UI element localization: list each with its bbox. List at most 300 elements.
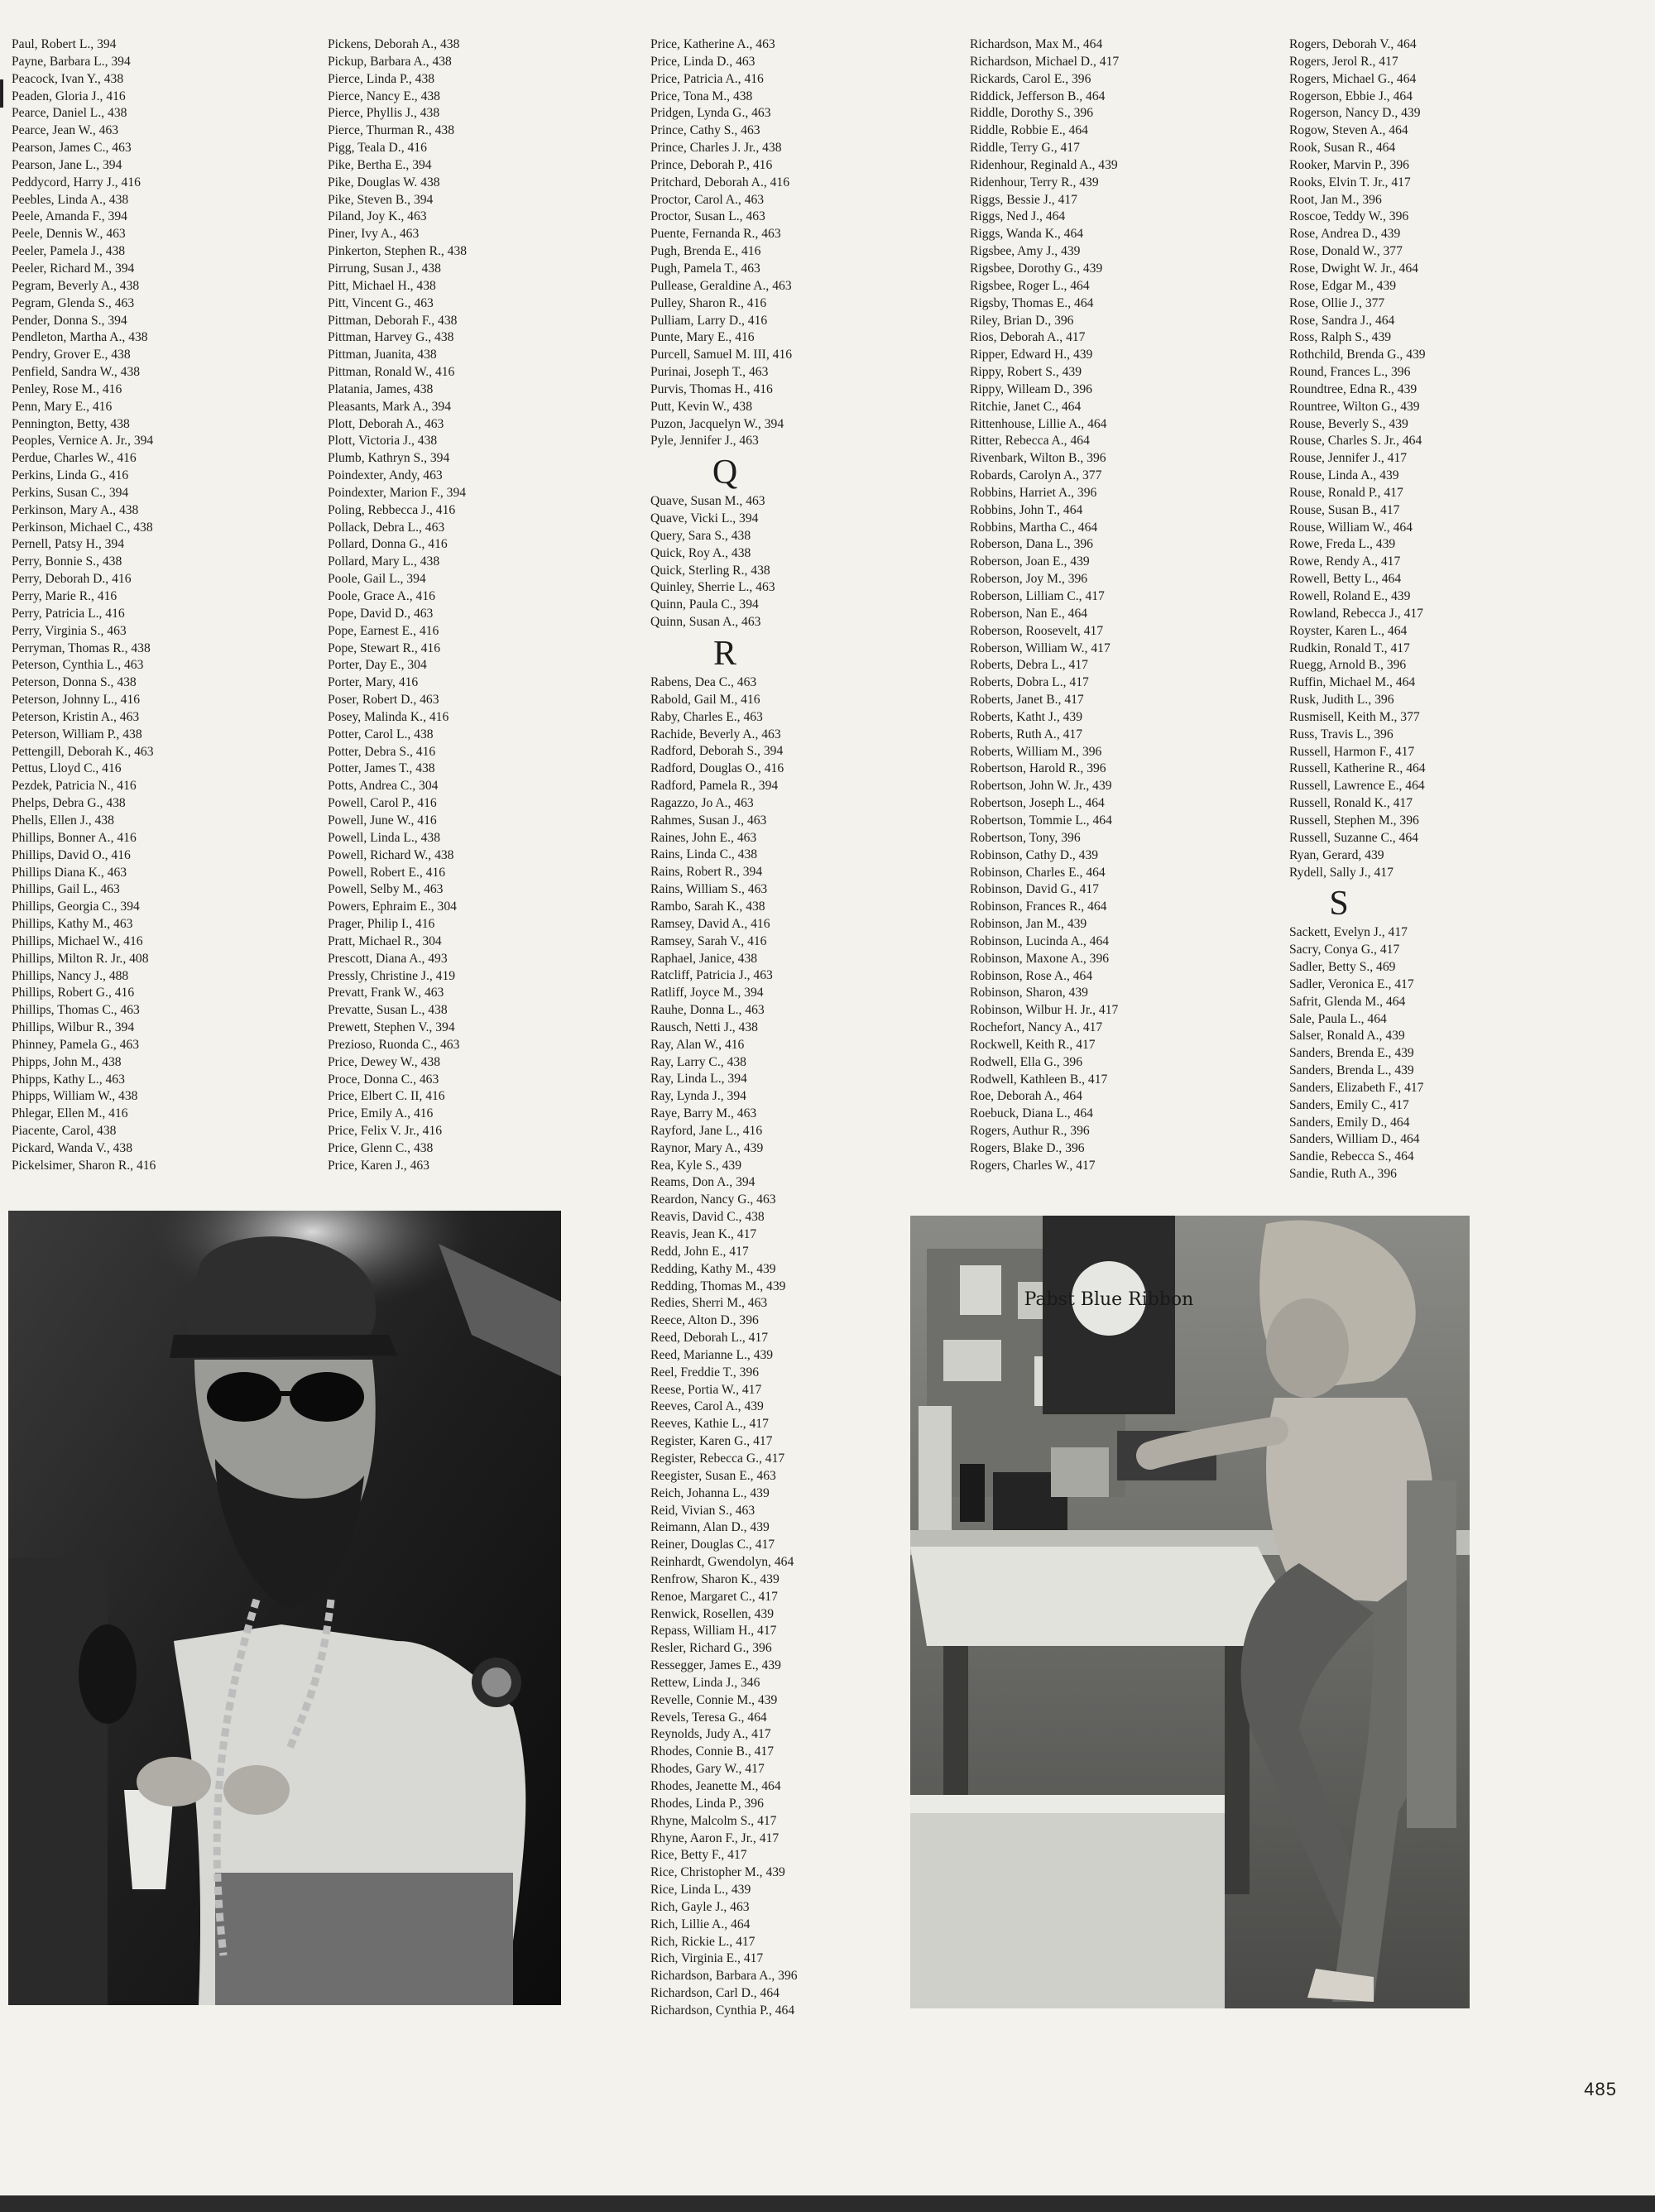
index-entry: Prager, Philip I., 416 [328, 917, 435, 932]
index-entry: Rodwell, Kathleen B., 417 [970, 1072, 1108, 1087]
index-entry: Riley, Brian D., 396 [970, 313, 1074, 328]
index-entry: Sanders, Emily C., 417 [1289, 1097, 1409, 1112]
index-entry: Phinney, Pamela G., 463 [12, 1037, 140, 1052]
index-entry: Rowe, Freda L., 439 [1289, 537, 1396, 552]
index-entry: Phillips Diana K., 463 [12, 865, 127, 880]
index-entry: Peebles, Linda A., 438 [12, 192, 129, 207]
index-entry: Renoe, Margaret C., 417 [650, 1589, 778, 1604]
index-entry: Pender, Donna S., 394 [12, 313, 127, 328]
index-entry: Rice, Betty F., 417 [650, 1848, 747, 1863]
index-column-1 [12, 36, 309, 1175]
index-entry: Quinn, Paula C., 394 [650, 597, 759, 612]
index-entry: Rich, Rickie L., 417 [650, 1934, 756, 1949]
index-entry: Rhodes, Linda P., 396 [650, 1796, 764, 1811]
index-entry: Robinson, Rose A., 464 [970, 968, 1093, 983]
index-entry: Pope, David D., 463 [328, 606, 434, 621]
index-entry: Prince, Cathy S., 463 [650, 123, 760, 138]
index-entry: Peacock, Ivan Y., 438 [12, 71, 124, 86]
index-entry: Reeves, Kathie L., 417 [650, 1417, 769, 1432]
index-entry: Rose, Andrea D., 439 [1289, 227, 1401, 242]
index-entry: Phillips, David O., 416 [12, 847, 131, 862]
index-entry: Pickard, Wanda V., 438 [12, 1141, 133, 1155]
index-entry: Powell, Carol P., 416 [328, 796, 437, 811]
index-entry: Robertson, Tommie L., 464 [970, 813, 1112, 828]
index-entry: Rhyne, Aaron F., Jr., 417 [650, 1831, 780, 1845]
index-entry: Ridenhour, Terry R., 439 [970, 175, 1099, 190]
index-entry: Rose, Dwight W. Jr., 464 [1289, 261, 1418, 276]
index-entry: Pritchard, Deborah A., 416 [650, 175, 790, 190]
index-entry: Reinhardt, Gwendolyn, 464 [650, 1555, 794, 1570]
index-entry: Rains, William S., 463 [650, 882, 768, 897]
index-entry: Phillips, Michael W., 416 [12, 933, 143, 948]
index-entry: Rittenhouse, Lillie A., 464 [970, 416, 1107, 431]
index-entry: Potter, Carol L., 438 [328, 727, 434, 741]
index-entry: Reece, Alton D., 396 [650, 1313, 759, 1328]
index-entry: Rogers, Authur R., 396 [970, 1124, 1090, 1139]
index-entry: Quick, Roy A., 438 [650, 545, 751, 560]
index-entry: Posey, Malinda K., 416 [328, 709, 449, 724]
index-entry: Riddick, Jefferson B., 464 [970, 89, 1106, 103]
index-entry: Register, Rebecca G., 417 [650, 1451, 785, 1466]
index-entry: Russell, Ronald K., 417 [1289, 796, 1413, 811]
index-entry: Roberson, Joan E., 439 [970, 554, 1090, 569]
index-entry: Plumb, Kathryn S., 394 [328, 451, 450, 466]
index-entry: Prevatt, Frank W., 463 [328, 986, 444, 1000]
index-entry: Peterson, William P., 438 [12, 727, 142, 741]
index-entry: Sanders, Elizabeth F., 417 [1289, 1080, 1424, 1095]
index-entry: Pegram, Beverly A., 438 [12, 278, 140, 293]
index-entry: Robinson, David G., 417 [970, 882, 1099, 897]
index-entry: Price, Karen J., 463 [328, 1158, 429, 1173]
index-entry: Reid, Vivian S., 463 [650, 1503, 756, 1518]
index-entry: Rhodes, Connie B., 417 [650, 1744, 775, 1759]
index-entry: Phillips, Nancy J., 488 [12, 968, 129, 983]
index-entry: Rhodes, Gary W., 417 [650, 1762, 765, 1777]
index-entry: Phells, Ellen J., 438 [12, 813, 114, 828]
index-entry: Pike, Douglas W. 438 [328, 175, 440, 190]
index-entry: Perry, Deborah D., 416 [12, 572, 132, 587]
index-entry: Plott, Deborah A., 463 [328, 416, 444, 431]
index-entry: Pierce, Nancy E., 438 [328, 89, 440, 103]
index-entry: Price, Linda D., 463 [650, 54, 756, 69]
index-entry: Pirrung, Susan J., 438 [328, 261, 441, 276]
index-entry: Redd, John E., 417 [650, 1244, 749, 1259]
index-entry: Rowell, Betty L., 464 [1289, 572, 1402, 587]
index-entry: Riggs, Wanda K., 464 [970, 227, 1084, 242]
index-entry: Riddle, Robbie E., 464 [970, 123, 1088, 138]
index-entry: Ritchie, Janet C., 464 [970, 399, 1082, 414]
index-entry: Rippy, Willeam D., 396 [970, 381, 1092, 396]
index-entry: Sandie, Rebecca S., 464 [1289, 1149, 1414, 1164]
index-entry: Robbins, Martha C., 464 [970, 520, 1098, 535]
index-entry: Phillips, Bonner A., 416 [12, 830, 137, 845]
index-entry: Reeves, Carol A., 439 [650, 1399, 764, 1414]
index-entry: Rhyne, Malcolm S., 417 [650, 1813, 777, 1828]
index-entry: Rickards, Carol E., 396 [970, 71, 1091, 86]
index-entry: Rogers, Blake D., 396 [970, 1141, 1085, 1155]
index-entry: Robbins, Harriet A., 396 [970, 485, 1097, 500]
index-entry: Renfrow, Sharon K., 439 [650, 1571, 780, 1586]
index-entry: Pratt, Michael R., 304 [328, 933, 442, 948]
index-entry: Rhodes, Jeanette M., 464 [650, 1779, 781, 1793]
index-entry: Poindexter, Marion F., 394 [328, 485, 467, 500]
index-entry: Pendry, Grover E., 438 [12, 348, 131, 362]
index-entry: Proctor, Carol A., 463 [650, 192, 765, 207]
index-entry: Pearson, James C., 463 [12, 141, 132, 156]
index-entry: Price, Dewey W., 438 [328, 1054, 440, 1069]
index-entry: Peterson, Donna S., 438 [12, 675, 137, 690]
section-letter-s: S [1329, 885, 1349, 924]
index-entry: Peterson, Kristin A., 463 [12, 709, 140, 724]
index-entry: Punte, Mary E., 416 [650, 330, 755, 345]
index-entry: Price, Glenn C., 438 [328, 1141, 434, 1155]
index-entry: Pearson, Jane L., 394 [12, 157, 122, 172]
index-entry: Price, Felix V. Jr., 416 [328, 1124, 443, 1139]
index-entry: Redding, Kathy M., 439 [650, 1261, 776, 1276]
index-entry: Rippy, Robert S., 439 [970, 365, 1082, 380]
index-entry: Paul, Robert L., 394 [12, 37, 117, 51]
index-entry: Ruffin, Michael M., 464 [1289, 675, 1416, 690]
index-entry: Rahmes, Susan J., 463 [650, 813, 767, 828]
index-entry: Royster, Karen L., 464 [1289, 623, 1408, 638]
index-entry: Revels, Teresa G., 464 [650, 1710, 767, 1725]
index-entry: Pearce, Daniel L., 438 [12, 106, 127, 121]
index-entry: Rouse, Beverly S., 439 [1289, 416, 1408, 431]
index-entry: Perkins, Linda G., 416 [12, 468, 129, 483]
index-entry: Price, Katherine A., 463 [650, 37, 775, 51]
index-entry: Price, Elbert C. II, 416 [328, 1089, 445, 1104]
index-entry: Russell, Stephen M., 396 [1289, 813, 1419, 828]
index-entry: Quave, Susan M., 463 [650, 494, 765, 509]
index-entry: Proctor, Susan L., 463 [650, 209, 765, 224]
index-entry: Robertson, Harold R., 396 [970, 761, 1106, 776]
index-entry: Phelps, Debra G., 438 [12, 796, 126, 811]
index-entry: Reavis, Jean K., 417 [650, 1227, 757, 1241]
index-entry: Sanders, William D., 464 [1289, 1132, 1420, 1147]
index-entry: Sackett, Evelyn J., 417 [1289, 925, 1408, 940]
index-entry: Rydell, Sally J., 417 [1289, 865, 1394, 880]
index-entry: Robertson, Joseph L., 464 [970, 796, 1105, 811]
index-entry: Pittman, Juanita, 438 [328, 348, 437, 362]
index-entry: Pittman, Ronald W., 416 [328, 365, 455, 380]
index-entry: Poole, Grace A., 416 [328, 589, 435, 603]
index-entry: Poindexter, Andy, 463 [328, 468, 443, 483]
index-entry: Pinkerton, Stephen R., 438 [328, 244, 468, 259]
index-entry: Reed, Marianne L., 439 [650, 1347, 774, 1362]
index-entry: Peterson, Cynthia L., 463 [12, 658, 144, 673]
index-entry: Pugh, Brenda E., 416 [650, 244, 761, 259]
section-letter-q: Q [712, 453, 738, 492]
index-entry: Potter, James T., 438 [328, 761, 435, 776]
index-entry: Radford, Deborah S., 394 [650, 744, 784, 759]
index-column-2 [328, 36, 626, 1175]
index-entry: Sadler, Veronica E., 417 [1289, 976, 1414, 991]
index-entry: Prince, Deborah P., 416 [650, 157, 773, 172]
index-entry: Rigsbee, Dorothy G., 439 [970, 261, 1103, 276]
index-entry: Robinson, Lucinda A., 464 [970, 933, 1110, 948]
index-entry: Rogerson, Nancy D., 439 [1289, 106, 1421, 121]
index-entry: Rouse, William W., 464 [1289, 520, 1413, 535]
desk-man-photo [910, 1216, 1470, 2008]
index-entry: Roberson, Roosevelt, 417 [970, 623, 1104, 638]
index-entry: Pulley, Sharon R., 416 [650, 295, 767, 310]
index-entry: Poole, Gail L., 394 [328, 572, 426, 587]
index-entry: Ratliff, Joyce M., 394 [650, 986, 764, 1000]
index-entry: Peele, Amanda F., 394 [12, 209, 127, 224]
index-entry: Radford, Pamela R., 394 [650, 779, 779, 794]
index-column-5 [1289, 36, 1587, 1183]
index-entry: Robinson, Frances R., 464 [970, 900, 1107, 914]
index-entry: Rambo, Sarah K., 438 [650, 899, 765, 914]
index-entry: Quave, Vicki L., 394 [650, 511, 759, 526]
index-entry: Raphael, Janice, 438 [650, 951, 758, 966]
index-entry: Roberts, Janet B., 417 [970, 693, 1084, 708]
index-entry: Roberson, William W., 417 [970, 641, 1111, 655]
index-entry: Redding, Thomas M., 439 [650, 1279, 786, 1293]
index-entry: Ray, Lynda J., 394 [650, 1089, 746, 1104]
index-entry: Price, Patricia A., 416 [650, 71, 764, 86]
index-entry: Pike, Steven B., 394 [328, 192, 434, 207]
index-entry: Sandie, Ruth A., 396 [1289, 1167, 1397, 1182]
index-entry: Reardon, Nancy G., 463 [650, 1192, 776, 1207]
index-entry: Roberts, Ruth A., 417 [970, 727, 1083, 741]
index-entry: Perkinson, Mary A., 438 [12, 502, 139, 517]
index-entry: Reich, Johanna L., 439 [650, 1485, 770, 1500]
index-entry: Rettew, Linda J., 346 [650, 1675, 760, 1690]
index-entry: Pearce, Jean W., 463 [12, 123, 119, 138]
index-entry: Pugh, Pamela T., 463 [650, 261, 760, 276]
index-entry: Russell, Harmon F., 417 [1289, 744, 1415, 759]
index-entry: Rusmisell, Keith M., 377 [1289, 709, 1420, 724]
index-entry: Rigsbee, Roger L., 464 [970, 278, 1090, 293]
index-entry: Pettus, Lloyd C., 416 [12, 761, 122, 776]
index-entry: Pickup, Barbara A., 438 [328, 54, 452, 69]
index-entry: Rose, Ollie J., 377 [1289, 295, 1385, 310]
index-entry: Rayford, Jane L., 416 [650, 1123, 763, 1138]
index-entry: Potter, Debra S., 416 [328, 744, 436, 759]
index-entry: Rountree, Wilton G., 439 [1289, 399, 1420, 414]
index-entry: Rowell, Roland E., 439 [1289, 589, 1411, 603]
index-entry: Raines, John E., 463 [650, 830, 757, 845]
index-entry: Rivenbark, Wilton B., 396 [970, 451, 1106, 466]
index-entry: Peterson, Johnny L., 416 [12, 693, 141, 708]
index-entry: Ramsey, David A., 416 [650, 916, 770, 931]
index-entry: Perry, Virginia S., 463 [12, 623, 127, 638]
index-column-4 [970, 36, 1268, 1175]
poster-label: Pabst Blue Ribbon [1024, 1289, 1194, 1310]
index-entry: Rochefort, Nancy A., 417 [970, 1020, 1103, 1035]
index-entry: Phipps, John M., 438 [12, 1054, 122, 1069]
index-entry: Rothchild, Brenda G., 439 [1289, 348, 1426, 362]
index-entry: Ryan, Gerard, 439 [1289, 847, 1384, 862]
index-entry: Rigsbee, Amy J., 439 [970, 244, 1081, 259]
index-entry: Rose, Sandra J., 464 [1289, 313, 1395, 328]
index-entry: Roundtree, Edna R., 439 [1289, 381, 1418, 396]
index-entry: Sadler, Betty S., 469 [1289, 960, 1396, 975]
index-entry: Ray, Linda L., 394 [650, 1072, 747, 1087]
index-entry: Riggs, Bessie J., 417 [970, 192, 1077, 207]
index-entry: Rooker, Marvin P., 396 [1289, 157, 1409, 172]
index-entry: Powell, Linda L., 438 [328, 830, 440, 845]
index-entry: Root, Jan M., 396 [1289, 192, 1382, 207]
index-entry: Rich, Gayle J., 463 [650, 1899, 750, 1914]
index-entry: Porter, Mary, 416 [328, 675, 419, 690]
index-entry: Rich, Lillie A., 464 [650, 1917, 751, 1931]
index-entry: Ramsey, Sarah V., 416 [650, 933, 767, 948]
index-entry: Rockwell, Keith R., 417 [970, 1037, 1096, 1052]
index-entry: Rogers, Jerol R., 417 [1289, 54, 1398, 69]
index-entry: Pope, Stewart R., 416 [328, 641, 441, 655]
index-entry: Rogers, Michael G., 464 [1289, 71, 1417, 86]
binding-mark [0, 79, 3, 108]
index-entry: Pitt, Michael H., 438 [328, 278, 436, 293]
index-entry: Pitt, Vincent G., 463 [328, 295, 434, 310]
index-entry: Peeler, Richard M., 394 [12, 261, 135, 276]
index-entry: Ridenhour, Reginald A., 439 [970, 157, 1118, 172]
index-entry: Rauhe, Donna L., 463 [650, 1003, 765, 1018]
index-entry: Pollard, Mary L., 438 [328, 554, 440, 569]
index-entry: Roebuck, Diana L., 464 [970, 1106, 1093, 1121]
index-entry: Poling, Rebbecca J., 416 [328, 502, 456, 517]
index-entry: Robinson, Jan M., 439 [970, 917, 1087, 932]
index-entry: Porter, Day E., 304 [328, 658, 427, 673]
index-entry: Pigg, Teala D., 416 [328, 141, 427, 156]
index-entry: Robards, Carolyn A., 377 [970, 468, 1102, 483]
index-entry: Riddle, Dorothy S., 396 [970, 106, 1094, 121]
index-entry: Piland, Joy K., 463 [328, 209, 427, 224]
index-entry: Pike, Bertha E., 394 [328, 157, 432, 172]
index-entry: Pennington, Betty, 438 [12, 416, 130, 431]
index-entry: Pendleton, Martha A., 438 [12, 330, 148, 345]
index-entry: Rouse, Charles S. Jr., 464 [1289, 434, 1422, 449]
index-entry: Pope, Earnest E., 416 [328, 623, 439, 638]
index-entry: Ripper, Edward H., 439 [970, 348, 1093, 362]
index-entry: Raye, Barry M., 463 [650, 1106, 757, 1121]
index-entry: Robbins, John T., 464 [970, 502, 1083, 517]
index-entry: Pullease, Geraldine A., 463 [650, 278, 792, 293]
index-entry: Redies, Sherri M., 463 [650, 1296, 768, 1311]
index-entry: Pressly, Christine J., 419 [328, 968, 456, 983]
index-entry: Penn, Mary E., 416 [12, 399, 113, 414]
helmet-man-photo [8, 1211, 561, 2005]
index-entry: Rouse, Susan B., 417 [1289, 502, 1400, 517]
index-entry: Sanders, Brenda L., 439 [1289, 1063, 1414, 1078]
index-entry: Phillips, Georgia C., 394 [12, 900, 140, 914]
index-entry: Powell, June W., 416 [328, 813, 437, 828]
index-entry: Raynor, Mary A., 439 [650, 1140, 764, 1155]
index-entry: Pollard, Donna G., 416 [328, 537, 448, 552]
index-entry: Perry, Patricia L., 416 [12, 606, 125, 621]
index-entry: Prescott, Diana A., 493 [328, 951, 448, 966]
index-entry: Repass, William H., 417 [650, 1624, 777, 1639]
index-entry: Purinai, Joseph T., 463 [650, 365, 769, 380]
index-entry: Pulliam, Larry D., 416 [650, 313, 768, 328]
index-entry: Prezioso, Ruonda C., 463 [328, 1037, 460, 1052]
index-entry: Roberson, Nan E., 464 [970, 606, 1088, 621]
index-entry: Riddle, Terry G., 417 [970, 141, 1080, 156]
index-entry: Round, Frances L., 396 [1289, 365, 1411, 380]
index-entry: Robinson, Wilbur H. Jr., 417 [970, 1003, 1119, 1018]
page-number: 485 [1584, 2079, 1617, 2099]
index-entry: Richardson, Max M., 464 [970, 37, 1103, 51]
index-entry: Pettengill, Deborah K., 463 [12, 744, 154, 759]
index-entry: Register, Karen G., 417 [650, 1434, 773, 1449]
index-entry: Pierce, Thurman R., 438 [328, 123, 455, 138]
index-entry: Peoples, Vernice A. Jr., 394 [12, 434, 154, 449]
index-entry: Plott, Victoria J., 438 [328, 434, 438, 449]
index-entry: Ross, Ralph S., 439 [1289, 330, 1392, 345]
index-entry: Peeler, Pamela J., 438 [12, 244, 126, 259]
index-entry: Phillips, Wilbur R., 394 [12, 1020, 135, 1035]
index-entry: Powell, Robert E., 416 [328, 865, 446, 880]
index-entry: Pittman, Harvey G., 438 [328, 330, 454, 345]
index-entry: Rooks, Elvin T. Jr., 417 [1289, 175, 1411, 190]
index-entry: Rouse, Jennifer J., 417 [1289, 451, 1408, 466]
index-entry: Reavis, David C., 438 [650, 1210, 765, 1225]
index-entry: Robinson, Cathy D., 439 [970, 847, 1099, 862]
index-entry: Perry, Marie R., 416 [12, 589, 118, 603]
index-entry: Prevatte, Susan L., 438 [328, 1003, 448, 1018]
index-entry: Perkins, Susan C., 394 [12, 485, 129, 500]
index-entry: Reegister, Susan E., 463 [650, 1468, 776, 1483]
index-entry: Revelle, Connie M., 439 [650, 1692, 778, 1707]
index-entry: Piner, Ivy A., 463 [328, 227, 420, 242]
index-entry: Powell, Selby M., 463 [328, 882, 444, 897]
index-entry: Perdue, Charles W., 416 [12, 451, 137, 466]
index-entry: Perry, Bonnie S., 438 [12, 554, 122, 569]
index-entry: Phipps, William W., 438 [12, 1089, 138, 1104]
index-entry: Reiner, Douglas C., 417 [650, 1538, 775, 1552]
index-entry: Reimann, Alan D., 439 [650, 1520, 770, 1535]
index-entry: Rowe, Rendy A., 417 [1289, 554, 1401, 569]
index-entry: Poser, Robert D., 463 [328, 693, 439, 708]
index-entry: Pridgen, Lynda G., 463 [650, 106, 771, 121]
index-entry: Pickens, Deborah A., 438 [328, 37, 460, 51]
index-entry: Pierce, Linda P., 438 [328, 71, 435, 86]
index-entry: Quinley, Sherrie L., 463 [650, 580, 775, 595]
index-entry: Roscoe, Teddy W., 396 [1289, 209, 1409, 224]
index-entry: Purvis, Thomas H., 416 [650, 381, 773, 396]
index-entry: Phillips, Gail L., 463 [12, 882, 120, 897]
index-entry: Rusk, Judith L., 396 [1289, 693, 1394, 708]
index-entry: Sale, Paula L., 464 [1289, 1011, 1387, 1026]
index-entry: Reese, Portia W., 417 [650, 1382, 762, 1397]
index-entry: Pickelsimer, Sharon R., 416 [12, 1158, 156, 1173]
index-entry: Raby, Charles E., 463 [650, 709, 763, 724]
index-entry: Robertson, Tony, 396 [970, 830, 1081, 845]
index-entry: Roberts, William M., 396 [970, 744, 1102, 759]
index-entry: Richardson, Barbara A., 396 [650, 1969, 798, 1984]
index-entry: Roberts, Debra L., 417 [970, 658, 1088, 673]
index-entry: Rea, Kyle S., 439 [650, 1158, 742, 1173]
index-entry: Price, Emily A., 416 [328, 1106, 434, 1121]
index-entry: Rios, Deborah A., 417 [970, 330, 1086, 345]
index-entry: Pittman, Deborah F., 438 [328, 313, 458, 328]
index-entry: Powell, Richard W., 438 [328, 847, 454, 862]
index-entry: Perryman, Thomas R., 438 [12, 641, 151, 655]
index-entry: Rachide, Beverly A., 463 [650, 727, 781, 741]
index-entry: Ratcliff, Patricia J., 463 [650, 968, 773, 983]
index-entry: Perkinson, Michael C., 438 [12, 520, 153, 535]
index-entry: Proce, Donna C., 463 [328, 1072, 439, 1087]
index-entry: Putt, Kevin W., 438 [650, 399, 753, 414]
index-entry: Renwick, Rosellen, 439 [650, 1606, 774, 1621]
index-entry: Roberts, Dobra L., 417 [970, 675, 1089, 690]
index-entry: Puzon, Jacquelyn W., 394 [650, 416, 784, 431]
index-entry: Rogers, Charles W., 417 [970, 1158, 1096, 1173]
index-entry: Riggs, Ned J., 464 [970, 209, 1066, 224]
index-entry: Phillips, Robert G., 416 [12, 986, 135, 1000]
